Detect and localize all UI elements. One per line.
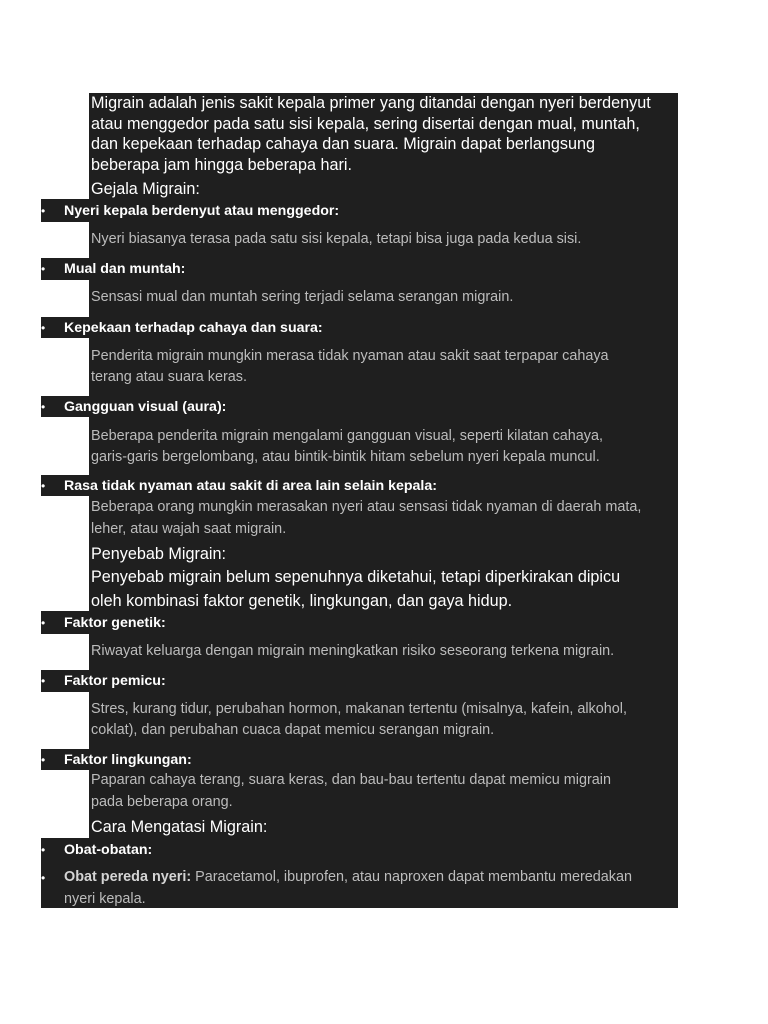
symptom-label: Rasa tidak nyaman atau sakit di area lain selain kepala:	[64, 478, 437, 494]
symptom-detail: Nyeri biasanya terasa pada satu sisi kepala, tetapi bisa juga pada kedua sisi.	[91, 231, 582, 247]
symptom-label: Gangguan visual (aura):	[64, 399, 227, 415]
section-heading-treatment: Cara Mengatasi Migrain:	[91, 818, 268, 836]
intro-line: atau menggedor pada satu sisi kepala, sering disertai dengan mual, muntah,	[91, 114, 640, 133]
symptom-detail: Beberapa penderita migrain mengalami gangguan visual, seperti kilatan cahaya,	[91, 428, 603, 444]
section-heading-causes: Penyebab Migrain:	[91, 545, 226, 563]
bullet-icon: •	[41, 262, 46, 276]
section-heading-symptoms: Gejala Migrain:	[91, 180, 200, 198]
bullet-icon: •	[41, 479, 46, 493]
bullet-icon: •	[41, 321, 46, 335]
symptom-detail: garis-garis bergelombang, atau bintik-bintik hitam sebelum nyeri kepala muncul.	[91, 449, 600, 465]
cause-label: Faktor lingkungan:	[64, 752, 192, 768]
treatment-detail	[64, 867, 632, 889]
symptom-label: Kepekaan terhadap cahaya dan suara:	[64, 320, 323, 336]
cause-detail: Riwayat keluarga dengan migrain meningkatkan risiko seseorang terkena migrain.	[91, 643, 615, 659]
bullet-icon: •	[41, 204, 46, 218]
bullet-icon: •	[41, 616, 46, 630]
symptom-label: Nyeri kepala berdenyut atau menggedor:	[64, 203, 340, 219]
symptom-detail: Sensasi mual dan muntah sering terjadi selama serangan migrain.	[91, 289, 514, 305]
cause-detail: Stres, kurang tidur, perubahan hormon, makanan tertentu (misalnya, kafein, alkohol,	[91, 701, 627, 717]
bullet-icon: •	[41, 871, 46, 885]
intro-line: dan kepekaan terhadap cahaya dan suara. Migrain dapat berlangsung	[91, 135, 595, 153]
bullet-icon: •	[41, 400, 46, 414]
cause-label: Faktor pemicu:	[64, 673, 166, 689]
symptom-detail: terang atau suara keras.	[91, 369, 247, 385]
cause-detail: pada beberapa orang.	[91, 794, 233, 810]
treatment-label: Obat-obatan:	[64, 842, 153, 858]
bullet-icon: •	[41, 674, 46, 688]
bullet-icon: •	[41, 753, 46, 767]
cause-label: Faktor genetik:	[64, 615, 166, 631]
symptom-label: Mual dan muntah:	[64, 261, 186, 277]
symptom-detail: leher, atau wajah saat migrain.	[91, 521, 287, 537]
symptom-detail: Penderita migrain mungkin merasa tidak nyaman atau sakit saat terpapar cahaya	[91, 348, 609, 364]
intro-line: beberapa jam hingga beberapa hari.	[91, 155, 352, 174]
cause-detail: coklat), dan perubahan cuaca dapat memicu serangan migrain.	[91, 722, 495, 738]
treatment-sub-text: Paracetamol, ibuprofen, atau naproxen dapat membantu meredakan	[191, 869, 632, 885]
causes-intro-line: oleh kombinasi faktor genetik, lingkungan, dan gaya hidup.	[91, 592, 513, 610]
treatment-sub-label: Obat pereda nyeri:	[64, 869, 192, 885]
treatment-detail: nyeri kepala.	[64, 891, 146, 907]
cause-detail: Paparan cahaya terang, suara keras, dan bau-bau tertentu dapat memicu migrain	[91, 772, 611, 788]
symptom-detail: Beberapa orang mungkin merasakan nyeri atau sensasi tidak nyaman di daerah mata,	[91, 499, 642, 515]
intro-line: Migrain adalah jenis sakit kepala primer yang ditandai dengan nyeri berdenyut	[91, 94, 651, 112]
causes-intro-line: Penyebab migrain belum sepenuhnya diketahui, tetapi diperkirakan dipicu	[91, 568, 621, 586]
bullet-icon: •	[41, 843, 46, 857]
